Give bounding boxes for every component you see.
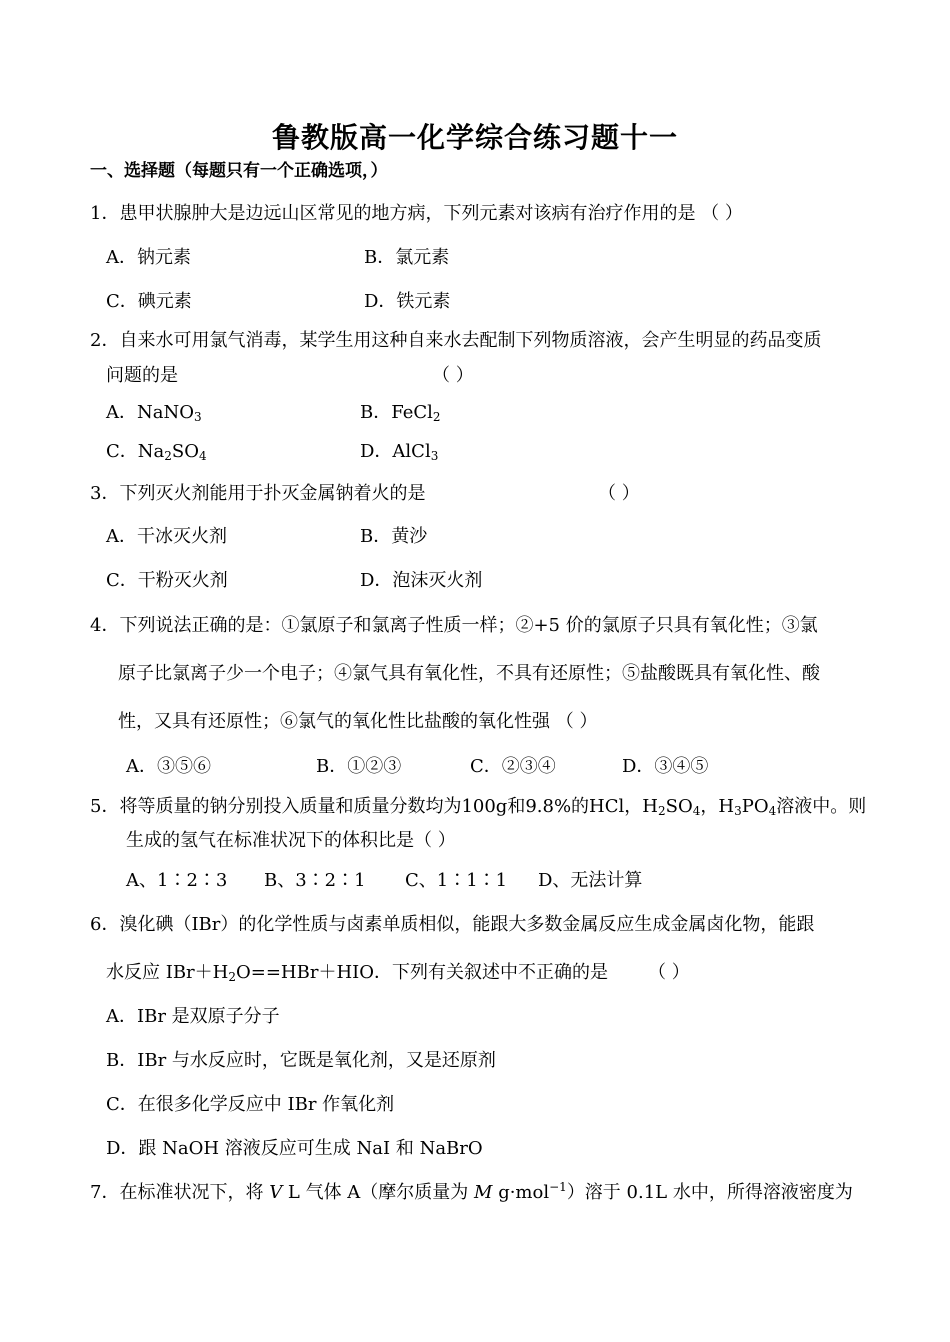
question-4-option-c: C．②③④ (470, 756, 556, 777)
question-3-option-c: C．干粉灭火剂 (106, 570, 228, 591)
question-6-answer-paren: （ ） (648, 962, 690, 983)
question-6-stem-line-2: 水反应 $IBr+H_2O==HBr+HIO$．下列有关叙述中不正确的是 (106, 962, 609, 984)
question-6-option-d: D．跟 NaOH 溶液反应可生成 NaI 和 NaBrO (106, 1138, 483, 1159)
question-4-stem-line-1: 4．下列说法正确的是：①氯原子和氯离子性质一样；②+5 价的氯原子只具有氧化性；③氯 (90, 615, 818, 636)
question-5-stem-line-1: 5．将等质量的钠分别投入质量和质量分数均为100g和9.8%的HCl，$H_2SO_4$，$H_3PO_4$溶液中。则 (90, 796, 867, 818)
question-6-stem-line-1: 6．溴化碘（IBr）的化学性质与卤素单质相似，能跟大多数金属反应生成金属卤化物，能跟 (90, 914, 815, 935)
question-5-stem-line-2: 生成的氢气在标准状况下的体积比是（ ） (126, 830, 456, 851)
question-6-option-c: C．在很多化学反应中 IBr 作氧化剂 (106, 1094, 395, 1115)
question-2-stem-line-2: 问题的是 (106, 365, 178, 386)
question-3-answer-paren: （ ） (598, 483, 640, 504)
question-1-stem: 1．患甲状腺肿大是边远山区常见的地方病，下列元素对该病有治疗作用的是 （ ） (90, 203, 743, 224)
page-title: 鲁教版高一化学综合练习题十一 (271, 121, 678, 154)
question-5-option-b: B、3∶2∶1 (264, 870, 366, 891)
question-3-option-b: B．黄沙 (360, 526, 428, 547)
question-2-option-b: B．FeCl$_2$ (360, 402, 441, 424)
question-7-stem: 7．在标准状况下，将 V L 气体 A（摩尔质量为 M g·mol$^{-1}$）溶于 0.1L 水中，所得溶液密度为 (90, 1180, 853, 1203)
question-4-stem-line-3: 性，又具有还原性；⑥氯气的氧化性比盐酸的氧化性强 （ ） (118, 711, 598, 732)
question-4-option-d: D．③④⑤ (622, 756, 709, 777)
question-6-option-a: A．IBr 是双原子分子 (106, 1006, 280, 1027)
question-4-option-b: B．①②③ (316, 756, 402, 777)
question-3-stem: 3．下列灭火剂能用于扑灭金属钠着火的是 (90, 483, 426, 504)
question-2-option-d: D．AlCl$_3$ (360, 441, 439, 463)
question-6-option-b: B．IBr 与水反应时，它既是氧化剂，又是还原剂 (106, 1050, 496, 1071)
question-1-option-b: B．氯元素 (364, 247, 450, 268)
question-1-option-d: D．铁元素 (364, 291, 451, 312)
question-5-option-c: C、1∶1∶1 (405, 870, 508, 891)
question-4-stem-line-2: 原子比氯离子少一个电子；④氯气具有氧化性，不具有还原性；⑤盐酸既具有氧化性、酸 (118, 663, 820, 684)
section-heading: 一、选择题（每题只有一个正确选项，） (90, 161, 388, 181)
question-3-option-a: A．干冰灭火剂 (106, 526, 227, 547)
question-5-option-a: A、1∶2∶3 (126, 870, 228, 891)
question-2-stem-line-1: 2．自来水可用氯气消毒，某学生用这种自来水去配制下列物质溶液，会产生明显的药品变质 (90, 330, 822, 351)
question-2-option-a: A．NaNO$_3$ (106, 402, 202, 424)
question-1-option-a: A．钠元素 (106, 247, 191, 268)
question-4-option-a: A．③⑤⑥ (126, 756, 211, 777)
question-2-option-c: C．$Na_2SO_4$ (106, 441, 207, 463)
question-1-option-c: C．碘元素 (106, 291, 192, 312)
question-5-option-d: D、无法计算 (538, 870, 643, 891)
question-2-answer-paren: （ ） (432, 365, 474, 386)
question-3-option-d: D．泡沫灭火剂 (360, 570, 483, 591)
